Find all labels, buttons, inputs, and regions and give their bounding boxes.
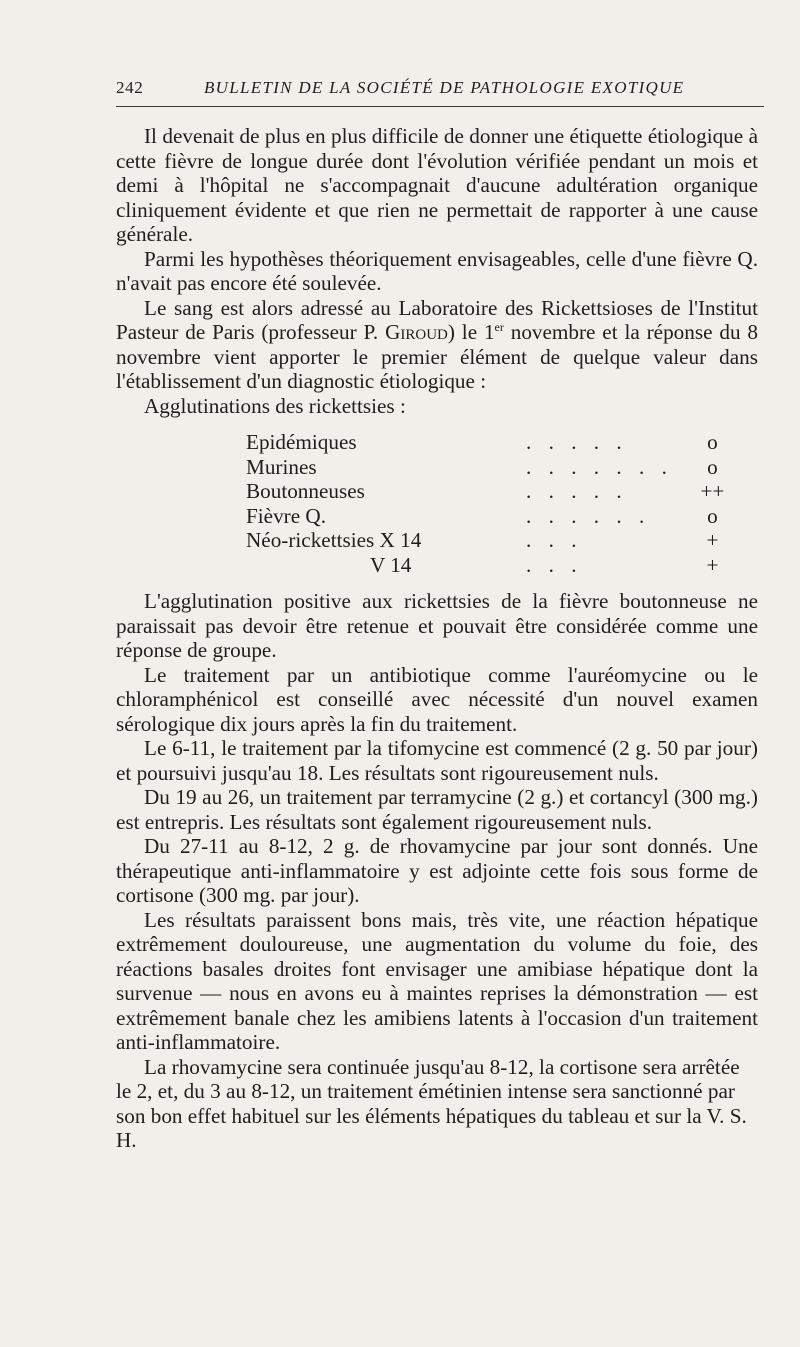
paragraph: Le 6-11, le traitement par la tifomycine est commencé (2 g. 50 par jour) et poursuivi jusqu'au 18. Les résultats sont rigoureusement nuls. (116, 736, 758, 785)
label-text: V 14 (370, 552, 412, 577)
leader-dots: . . . . . (526, 479, 628, 503)
table-row (246, 479, 752, 504)
agglutination-result: + (706, 528, 719, 552)
agglutination-label: Boutonneuses (246, 479, 365, 503)
header-rule (116, 106, 764, 107)
paragraph-text: ) le 1 (447, 320, 495, 344)
paragraph: La rhovamycine sera continuée jusqu'au 8-12, la cortisone sera arrêtée le 2, et, du 3 au 8-12, un traitement émétinien intense sera sanctionné par son bon effet habituel sur les éléments hépatiques du tableau et sur la V. S. H. (116, 1054, 747, 1152)
paragraph: L'agglutination positive aux rickettsies de la fièvre boutonneuse ne paraissait pas devoir être retenue et pouvait être considérée comme une réponse de groupe. (116, 589, 758, 662)
leader-dots: . . . (526, 552, 583, 577)
agglutination-label: Néo-rickettsies X 14 (246, 528, 422, 552)
leader-dots: . . . . . . (526, 503, 651, 528)
paragraph: Agglutinations des rickettsies : (144, 393, 406, 418)
agglutination-label: Murines (246, 454, 317, 479)
table-row (246, 553, 752, 578)
page-header (116, 78, 766, 106)
paragraph: Les résultats paraissent bons mais, très vite, une réaction hépatique extrêmement douloureuse, une augmentation du volume du foie, des réactions basales droites font envisager une amibiase hépatique dont la survenue — nous en avons eu à maintes reprises la démonstration — est extrêmement banale chez les amibiens latents à l'occasion d'un traitement anti-inflammatoire. (116, 907, 758, 1054)
table-row (246, 504, 752, 529)
leader-dots: . . . . . . . (526, 454, 673, 479)
agglutination-result: ++ (700, 479, 725, 503)
agglutination-result: o (707, 430, 718, 454)
page-number: 242 (116, 78, 144, 97)
paragraph-text: novembre et la réponse du 8 novembre vient apporter le premier élément de quelque valeur dans l'établissement d'un diagnostic étiologique : (116, 320, 758, 393)
agglutination-table (246, 430, 752, 577)
agglutination-result: o (707, 454, 718, 479)
paragraph (116, 296, 758, 394)
table-row (246, 528, 752, 553)
paragraph: Du 19 au 26, un traitement par terramycine (2 g.) et cortancyl (300 mg.) est entrepris. Les résultats sont également rigoureusement nuls. (116, 785, 758, 834)
paragraph: Le traitement par un antibiotique comme l'auréomycine ou le chloramphénicol est conseillé avec nécessité d'un nouvel examen sérologique dix jours après la fin du traitement. (116, 662, 758, 736)
body-text (116, 124, 758, 1153)
agglutination-label (246, 553, 526, 578)
agglutination-label: Fièvre Q. (246, 503, 327, 528)
paragraph: Il devenait de plus en plus difficile de donner une étiquette étiologique à cette fièvre de longue durée dont l'évolution vérifiée pendant un mois et demi à l'hôpital ne s'accompagnait d'aucune adultération organique cliniquement évidente et que rien ne permettait de rapporter à une cause générale. (116, 124, 758, 246)
running-title: BULLETIN DE LA SOCIÉTÉ DE PATHOLOGIE EXOTIQUE (204, 78, 685, 97)
agglutination-result: o (707, 503, 718, 528)
paragraph: Du 27-11 au 8-12, 2 g. de rhovamycine par jour sont donnés. Une thérapeutique anti-inflammatoire y est adjointe cette fois sous forme de cortisone (300 mg. par jour). (116, 834, 758, 907)
leader-dots: . . . . . (526, 430, 628, 454)
leader-dots: . . . (526, 528, 583, 552)
table-row (246, 430, 752, 455)
agglutination-label: Epidémiques (246, 430, 357, 454)
agglutination-result: + (706, 552, 719, 577)
author-name: Giroud (385, 320, 448, 344)
paragraph-text: Le sang est alors adressé au Laboratoire des Rickettsioses de l'Institut Pasteur de Paris (professeur P. (116, 295, 758, 344)
paragraph: Parmi les hypothèses théoriquement envisageables, celle d'une fièvre Q. n'avait pas encore été soulevée. (116, 246, 758, 295)
ordinal-superscript: er (494, 320, 504, 334)
table-row (246, 455, 752, 480)
